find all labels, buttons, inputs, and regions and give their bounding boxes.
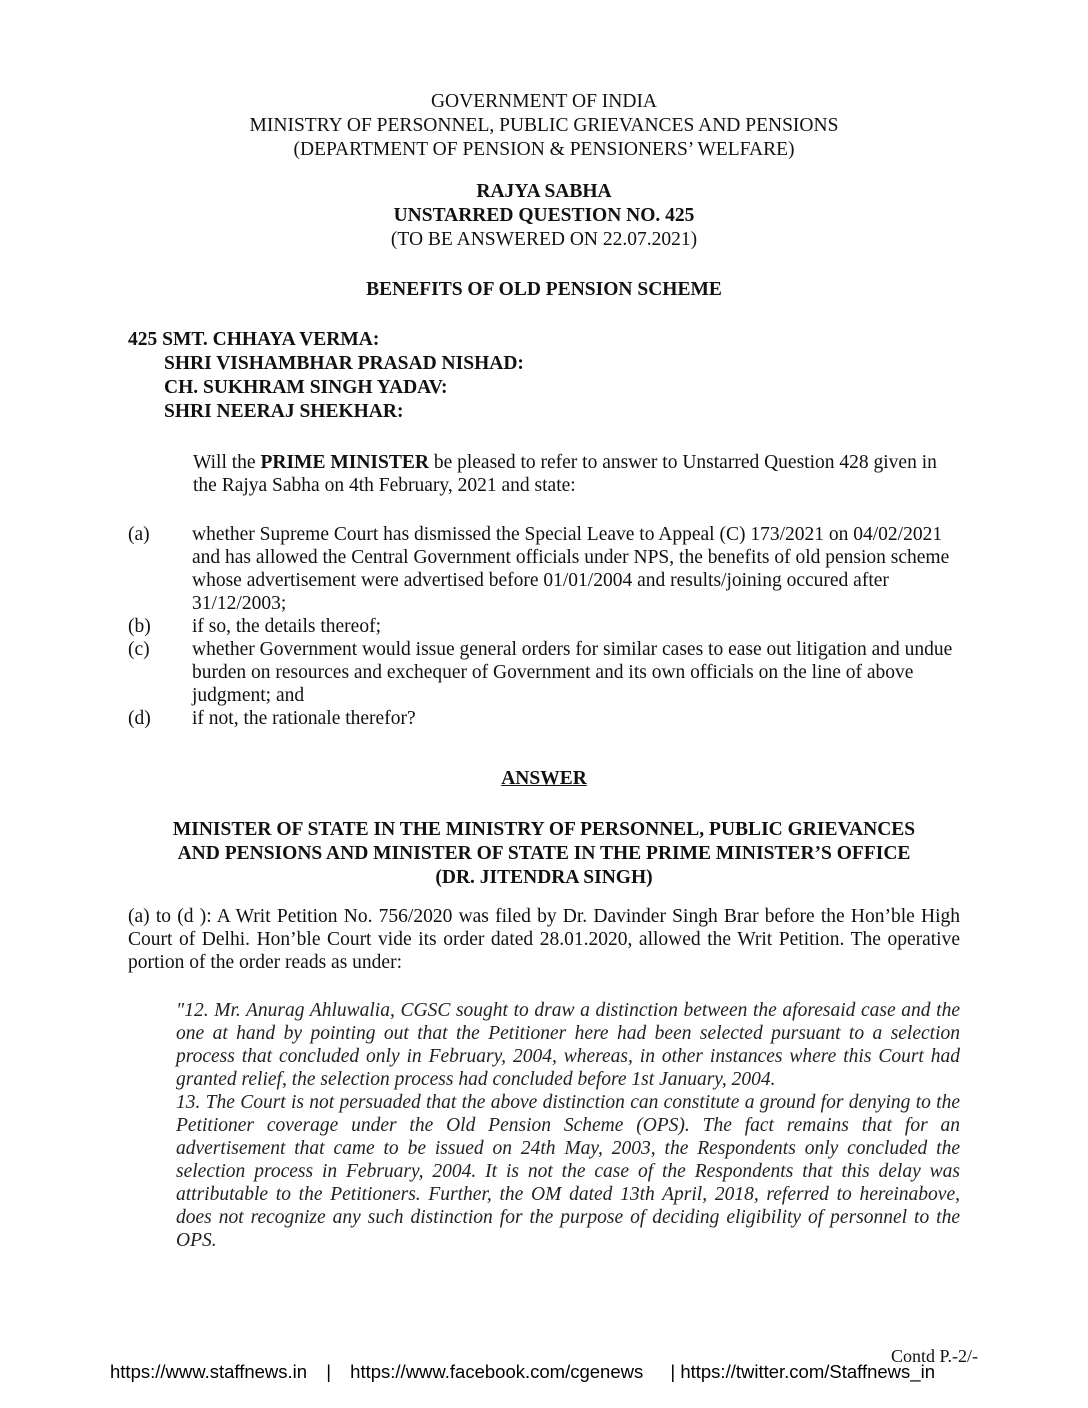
member-name: SHRI VISHAMBHAR PRASAD NISHAD: bbox=[164, 353, 524, 374]
question-heading bbox=[0, 180, 1088, 252]
letterhead bbox=[0, 90, 1088, 162]
answer-paragraph: (a) to (d ): A Writ Petition No. 756/2020 was filed by Dr. Davinder Singh Brar before the Hon’ble High Court of Delhi. Hon’ble Court vide its order dated 28.01.2020, allowed the Writ Petition. The operative portion of the order reads as under: bbox=[128, 906, 960, 973]
court-order-quote bbox=[176, 999, 960, 1252]
question-intro bbox=[193, 451, 963, 497]
question-text: whether Government would issue general orders for similar cases to ease out litigation and undue burden on resources and exchequer of Government and its own officials on the line of above judgment; and bbox=[192, 639, 953, 706]
intro-prefix: Will the bbox=[193, 452, 261, 473]
question-item bbox=[128, 638, 968, 707]
department-title: (DEPARTMENT OF PENSION & PENSIONERS’ WELFARE) bbox=[293, 139, 795, 160]
quote-para-13: 13. The Court is not persuaded that the above distinction can constitute a ground for denying to the Petitioner coverage under the Old Pension Scheme (OPS). The fact remains that for an advertisement that came to be issued on 24th May, 2003, the Respondents only concluded the selection process in February, 2004. It is not the case of the Respondents that this delay was attributable to the Petitioners. Further, the OM dated 13th April, 2018, referred to hereinabove, does not recognize any such distinction for the purpose of deciding eligibility of personnel to the OPS. bbox=[176, 1092, 960, 1251]
question-item bbox=[128, 707, 968, 730]
question-text: if so, the details thereof; bbox=[192, 616, 381, 637]
member-list bbox=[128, 328, 524, 424]
house-name: RAJYA SABHA bbox=[476, 181, 612, 202]
footer-links bbox=[110, 1360, 990, 1383]
continued-marker: Contd P.-2/- bbox=[890, 1346, 978, 1366]
question-text: whether Supreme Court has dismissed the Special Leave to Appeal (C) 173/2021 on 04/02/2021 and has allowed the Central Government officials under NPS, the benefits of old pension scheme whose advertisement were advertised before 01/01/2004 and results/joining occured after 31/12/2003; bbox=[192, 524, 950, 614]
twitter-link[interactable]: | https://twitter.com/Staffnews_in bbox=[670, 1361, 935, 1382]
member-name: 425 SMT. CHHAYA VERMA: bbox=[128, 329, 380, 350]
quote-para-12: "12. Mr. Anurag Ahluwalia, CGSC sought to draw a distinction between the aforesaid case and the one at hand by pointing out that the Petitioner here had been selected pursuant to a selection process that concluded only in February, 2004, whereas, in other instances where this Court had granted relief, the selection process had concluded before 1st January, 2004. bbox=[176, 1000, 960, 1090]
minister-line: AND PENSIONS AND MINISTER OF STATE IN THE PRIME MINISTER’S OFFICE bbox=[177, 843, 911, 864]
question-label: (a) bbox=[128, 524, 150, 545]
minister-line: MINISTER OF STATE IN THE MINISTRY OF PERSONNEL, PUBLIC GRIEVANCES bbox=[172, 819, 916, 840]
question-item bbox=[128, 615, 968, 638]
addressee: PRIME MINISTER bbox=[260, 452, 429, 473]
subject-title: BENEFITS OF OLD PENSION SCHEME bbox=[366, 279, 722, 300]
question-label: (c) bbox=[128, 639, 150, 660]
question-number: UNSTARRED QUESTION NO. 425 bbox=[393, 205, 695, 226]
question-list bbox=[128, 523, 968, 730]
minister-name: (DR. JITENDRA SINGH) bbox=[435, 867, 653, 888]
facebook-link[interactable]: https://www.facebook.com/cgenews bbox=[350, 1361, 644, 1382]
question-label: (d) bbox=[128, 708, 151, 729]
footer-separator: | bbox=[326, 1361, 332, 1382]
answer-date: (TO BE ANSWERED ON 22.07.2021) bbox=[390, 229, 698, 250]
question-label: (b) bbox=[128, 616, 151, 637]
answer-heading: ANSWER bbox=[501, 768, 587, 789]
minister-heading bbox=[128, 818, 960, 890]
member-name: SHRI NEERAJ SHEKHAR: bbox=[164, 401, 404, 422]
intro-suffix: be pleased to refer to answer to Unstarred Question 428 given in the Rajya Sabha on 4th February, 2021 and state: bbox=[193, 452, 937, 496]
staffnews-link[interactable]: https://www.staffnews.in bbox=[110, 1361, 308, 1382]
question-item bbox=[128, 523, 968, 615]
question-text: if not, the rationale therefor? bbox=[192, 708, 416, 729]
ministry-title: MINISTRY OF PERSONNEL, PUBLIC GRIEVANCES AND PENSIONS bbox=[249, 115, 839, 136]
member-name: CH. SUKHRAM SINGH YADAV: bbox=[164, 377, 448, 398]
government-title: GOVERNMENT OF INDIA bbox=[430, 91, 658, 112]
